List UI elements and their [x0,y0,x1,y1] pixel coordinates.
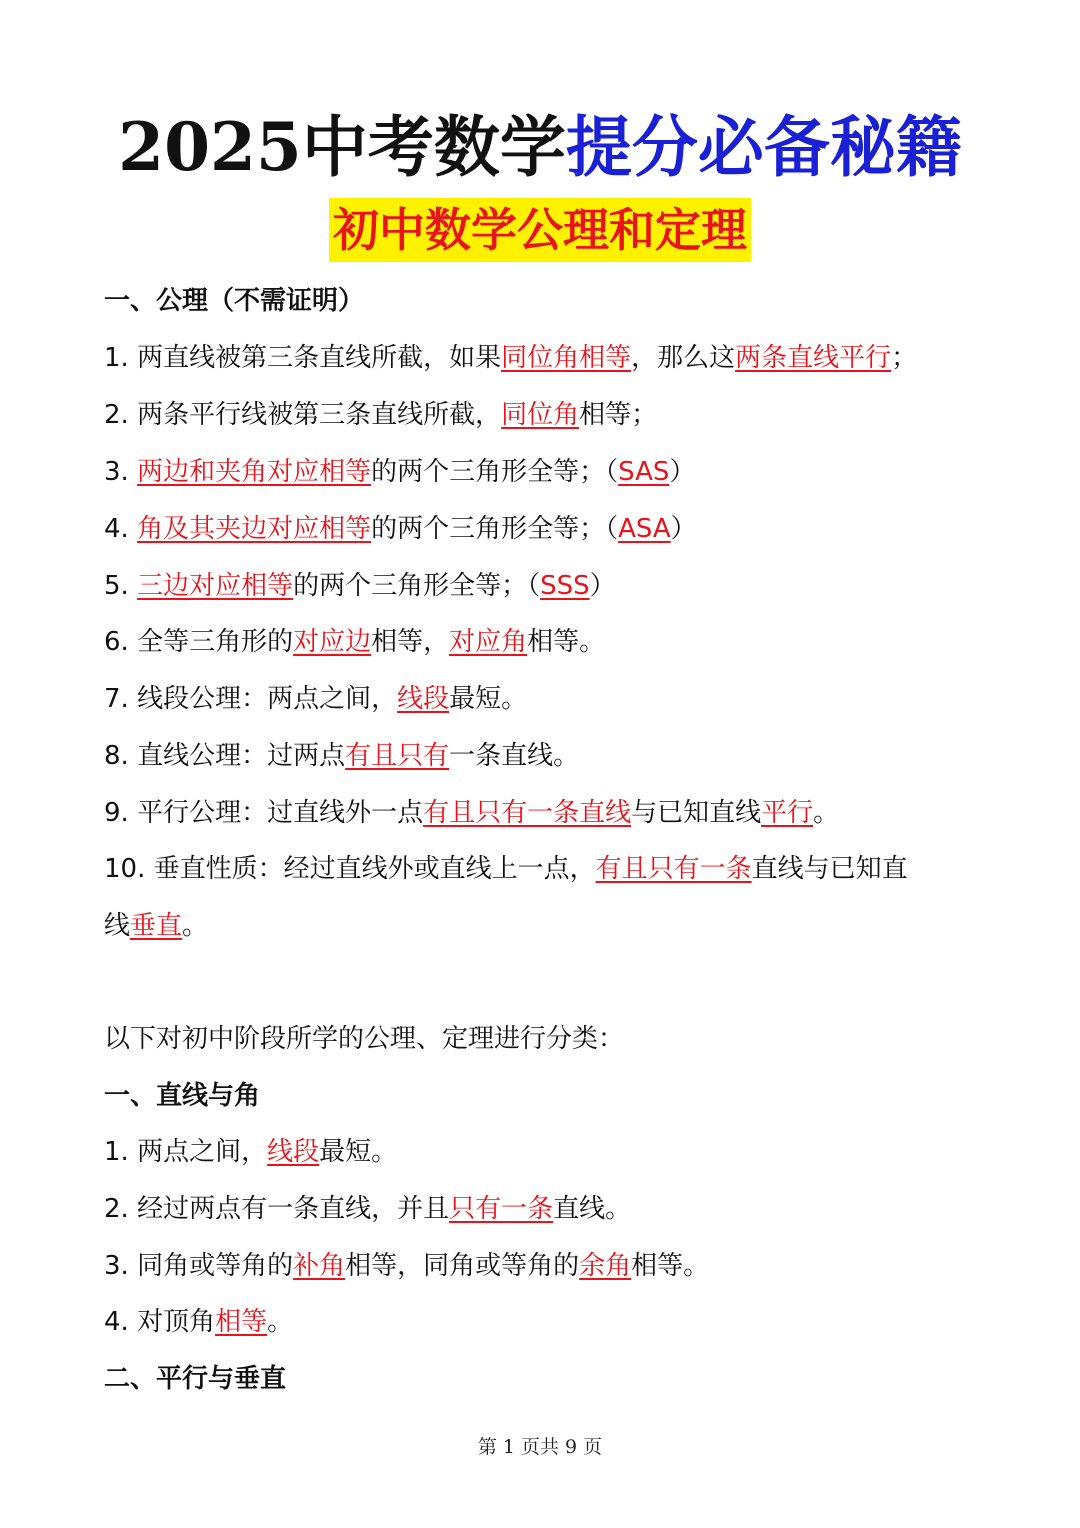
title-part-black: 2025中考数学 [118,108,566,186]
text-segment: 的两个三角形全等；（ [293,571,541,601]
section1-item [104,906,208,946]
text-segment: 相等； [579,400,658,430]
section1-item [104,338,917,378]
section1-item [104,509,697,549]
text-segment: 4. [104,514,138,544]
highlighted-term: 两条直线平行 [735,343,892,373]
page-footer: 第 1 页共 9 页 [477,1436,603,1458]
section2-item [104,1246,709,1286]
highlighted-term: 对应边 [293,627,372,657]
text-segment: 7. 线段公理：两点之间， [104,684,398,714]
highlighted-term: 角及其夹边对应相等 [137,514,372,544]
text-segment: 与已知直线 [631,798,762,828]
text-segment: 的两个三角形全等；（ [371,457,619,487]
text-segment: 9. 平行公理：过直线外一点 [104,798,424,828]
text-segment: ） [589,571,616,601]
section2-heading: 一、直线与角 [104,1081,261,1111]
text-segment: 线 [104,911,131,941]
text-segment: 相等。 [527,627,606,657]
highlighted-term: 两边和夹角对应相等 [137,457,372,487]
text-segment: 2. 两条平行线被第三条直线所截， [104,400,502,430]
highlighted-term: 三边对应相等 [137,571,294,601]
section1-item [104,679,527,719]
title-part-blue: 提分必备秘籍 [565,108,962,186]
highlighted-term: 线段 [267,1137,320,1167]
text-segment: 10. 垂直性质：经过直线外或直线上一点， [104,854,596,884]
text-segment: 相等， [371,627,450,657]
highlighted-term: 补角 [293,1251,346,1281]
text-segment: 1. 两点之间， [104,1137,268,1167]
highlighted-term: SSS [540,571,590,601]
text-segment: ，那么这 [631,343,736,373]
section3-heading: 二、平行与垂直 [104,1364,287,1394]
highlighted-term: 只有一条 [449,1194,554,1224]
text-segment: 直线。 [553,1194,632,1224]
section1-item [104,793,839,833]
text-segment: 6. 全等三角形的 [104,627,294,657]
text-segment: 。 [813,798,840,828]
text-segment: 相等。 [631,1251,710,1281]
text-segment: ） [669,457,696,487]
text-segment: 2. 经过两点有一条直线，并且 [104,1194,450,1224]
section1-item [104,566,616,606]
highlighted-term: 平行 [761,798,814,828]
highlighted-term: 同位角 [501,400,580,430]
text-segment: 最短。 [449,684,528,714]
highlighted-term: ASA [618,514,671,544]
section1-heading: 一、公理（不需证明） [104,286,365,316]
section2-item [104,1302,293,1342]
section1-item [104,622,605,662]
text-segment: 一条直线。 [449,741,580,771]
text-segment: 相等，同角或等角的 [345,1251,580,1281]
highlighted-term: 余角 [579,1251,632,1281]
section2-item [104,1189,631,1229]
text-segment: 4. 对顶角 [104,1307,216,1337]
highlighted-term: 垂直 [130,911,183,941]
text-segment: 直线与已知直 [751,854,908,884]
section1-item [104,736,579,776]
highlighted-term: SAS [618,457,670,487]
page-subtitle: 初中数学公理和定理 [329,198,751,262]
highlighted-term: 同位角相等 [501,343,632,373]
text-segment: 。 [182,911,209,941]
text-segment: 5. [104,571,138,601]
text-segment: 最短。 [319,1137,398,1167]
highlighted-term: 对应角 [449,627,528,657]
section1-item [104,452,695,492]
classification-intro: 以下对初中阶段所学的公理、定理进行分类： [104,1024,625,1054]
section1-item [104,395,657,435]
text-segment: 3. 同角或等角的 [104,1251,294,1281]
section2-item [104,1132,397,1172]
highlighted-term: 有且只有 [345,741,450,771]
section1-item [104,849,908,889]
highlighted-term: 有且只有一条 [595,854,752,884]
text-segment: 3. [104,457,138,487]
text-segment: 。 [267,1307,294,1337]
highlighted-term: 相等 [215,1307,268,1337]
highlighted-term: 有且只有一条直线 [423,798,632,828]
highlighted-term: 线段 [397,684,450,714]
text-segment: 1. 两直线被第三条直线所截，如果 [104,343,502,373]
text-segment: 的两个三角形全等；（ [371,514,619,544]
page-title [0,104,1080,190]
text-segment: ； [891,343,918,373]
text-segment: ） [670,514,697,544]
text-segment: 8. 直线公理：过两点 [104,741,346,771]
